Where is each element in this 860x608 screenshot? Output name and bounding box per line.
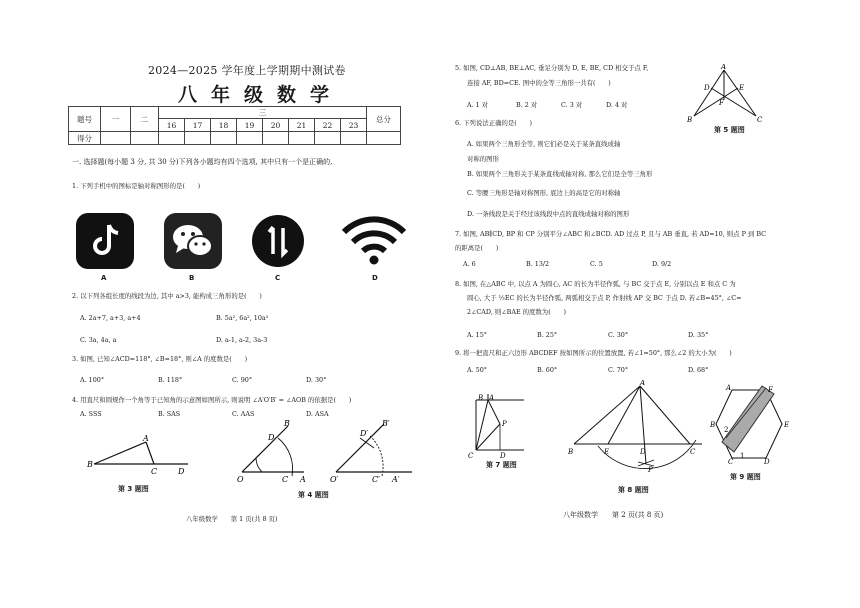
question-4: 4. 用直尺和圆规作一个角等于已知角的示意图如图所示, 则说明 ∠A′O′B′ = ∠AOB 的依据是( )	[72, 396, 352, 404]
exam-title: 2024—2025 学年度上学期期中测试卷	[148, 64, 346, 77]
svg-text:A: A	[489, 394, 495, 402]
q6-option-c[interactable]: C. 等腰三角形是轴对称图形, 底边上的高是它的对称轴	[467, 189, 621, 197]
wechat-icon	[164, 213, 222, 269]
svg-text:B: B	[568, 448, 574, 456]
svg-text:C: C	[468, 452, 474, 460]
svg-text:E: E	[784, 421, 790, 429]
q1-label-a: A	[101, 274, 107, 282]
score-cell[interactable]	[289, 132, 315, 145]
score-cell[interactable]	[237, 132, 263, 145]
svg-text:P: P	[648, 466, 653, 474]
score-cell[interactable]	[131, 132, 159, 145]
col-section-3: 三	[159, 107, 367, 119]
q2-option-a[interactable]: A. 2a+7, a+3, a+4	[80, 314, 141, 322]
q4-option-b[interactable]: B. SAS	[158, 410, 181, 418]
question-3: 3. 如图, 已知∠ACD=118°, ∠B=18°, 则∠A 的度数是( )	[72, 355, 248, 363]
svg-text:F: F	[768, 386, 773, 394]
svg-text:A: A	[726, 384, 732, 392]
q7-option-d[interactable]: D. 9/2	[652, 260, 672, 268]
row-label-score: 得分	[69, 132, 101, 145]
q7-option-b[interactable]: B. 13/2	[526, 260, 550, 268]
svg-text:B: B	[87, 460, 93, 469]
svg-text:O: O	[237, 475, 244, 484]
page-2	[430, 0, 860, 608]
figure-7	[464, 392, 528, 462]
col-q22: 22	[315, 119, 341, 132]
score-table	[68, 106, 401, 145]
svg-text:D: D	[640, 448, 646, 456]
question-2: 2. 以下列各组长度的线段为边, 其中 a>3, 能构成三角形的是( )	[72, 292, 262, 300]
figure-4	[232, 418, 422, 486]
q9-option-c[interactable]: C. 70°	[608, 366, 629, 374]
q5-option-d[interactable]: D. 4 对	[606, 101, 628, 109]
q6-option-a-line-2[interactable]: 对称的图形	[467, 155, 499, 163]
q5-option-c[interactable]: C. 3 对	[561, 101, 583, 109]
question-8-line-3: 2∠CAD, 则∠BAE 的度数为( )	[467, 308, 566, 316]
q2-option-c[interactable]: C. 3a, 4a, a	[80, 336, 117, 344]
col-q23: 23	[341, 119, 367, 132]
col-q16: 16	[159, 119, 185, 132]
svg-text:P: P	[502, 420, 507, 428]
svg-text:D: D	[764, 458, 770, 464]
row-label-question: 题号	[69, 107, 101, 132]
q6-option-b[interactable]: B. 如果两个三角形关于某条直线成轴对称, 那么它们是全等三角形	[467, 170, 653, 178]
svg-text:E: E	[604, 448, 610, 456]
score-cell[interactable]	[185, 132, 211, 145]
svg-text:O′: O′	[330, 475, 339, 484]
svg-text:1: 1	[740, 452, 745, 460]
q6-option-d[interactable]: D. 一条线段是关于经过该线段中点的直线成轴对称的图形	[467, 210, 630, 218]
score-cell[interactable]	[211, 132, 237, 145]
q6-option-a-line-1[interactable]: A. 如果两个三角形全等, 则它们必是关于某条直线成轴	[467, 140, 621, 148]
svg-text:B: B	[478, 394, 484, 402]
svg-text:F: F	[719, 99, 724, 107]
q3-option-a[interactable]: A. 100°	[80, 376, 105, 384]
score-cell[interactable]	[263, 132, 289, 145]
question-5-line-2: 连接 AF, BD=CE. 图中的全等三角形一共有( )	[467, 79, 611, 87]
q8-option-d[interactable]: D. 35°	[688, 331, 709, 339]
tiktok-icon	[76, 213, 134, 269]
updown-arrows-icon	[251, 214, 305, 268]
question-7-line-2: 的距离是( )	[455, 244, 499, 252]
q1-label-b: B	[189, 274, 195, 282]
figure-5	[686, 64, 768, 124]
score-cell[interactable]	[367, 132, 401, 145]
question-7-line-1: 7. 如图, AB∥CD, BP 和 CP 分别平分∠ABC 和∠BCD. AD 过点 P, 且与 AB 垂直, 若 AD=10, 则点 P 到 BC	[455, 230, 767, 238]
svg-text:C′: C′	[372, 475, 380, 484]
subject-title: 八年级数学	[178, 84, 344, 106]
figure-5-caption: 第 5 题图	[714, 126, 745, 134]
svg-text:D′: D′	[360, 429, 369, 438]
q3-option-d[interactable]: D. 30°	[306, 376, 327, 384]
col-section-2: 二	[131, 107, 159, 132]
svg-text:C: C	[728, 458, 734, 464]
question-8-line-2: 圆心, 大于 ½EC 的长为半径作弧, 两弧相交于点 P, 作射线 AP 交 BC 于点 D. 若∠B=45°, ∠C=	[467, 294, 742, 302]
q5-option-b[interactable]: B. 2 对	[516, 101, 538, 109]
svg-text:B′: B′	[382, 419, 390, 428]
svg-text:A′: A′	[392, 475, 400, 484]
q2-option-b[interactable]: B. 5a², 6a², 10a²	[216, 314, 269, 322]
figure-8	[568, 380, 708, 480]
q9-option-b[interactable]: B. 60°	[537, 366, 558, 374]
page-2-footer: 八年级数学 第 2 页(共 8 页)	[563, 511, 664, 519]
svg-text:B: B	[284, 419, 290, 428]
q9-option-d[interactable]: D. 68°	[688, 366, 709, 374]
figure-3-caption: 第 3 题图	[118, 485, 149, 493]
figure-3	[86, 432, 196, 482]
col-q18: 18	[211, 119, 237, 132]
figure-9-caption: 第 9 题图	[730, 473, 761, 481]
score-cell[interactable]	[341, 132, 367, 145]
score-cell[interactable]	[101, 132, 131, 145]
svg-text:D: D	[178, 467, 185, 476]
figure-8-caption: 第 8 题图	[618, 486, 649, 494]
svg-text:C: C	[690, 448, 696, 456]
q4-option-c[interactable]: C. AAS	[232, 410, 255, 418]
q7-option-c[interactable]: C. 5	[590, 260, 603, 268]
svg-text:C: C	[151, 467, 158, 476]
col-q17: 17	[185, 119, 211, 132]
svg-text:A: A	[640, 380, 646, 387]
svg-text:A: A	[143, 434, 149, 443]
q5-option-a[interactable]: A. 1 对	[467, 101, 489, 109]
col-section-1: 一	[101, 107, 131, 132]
figure-7-caption: 第 7 题图	[486, 461, 517, 469]
figure-4-caption: 第 4 题图	[298, 491, 329, 499]
col-q20: 20	[263, 119, 289, 132]
svg-text:C: C	[757, 116, 763, 124]
q2-option-d[interactable]: D. a-1, a-2, 3a-3	[216, 336, 268, 344]
q3-option-c[interactable]: C. 90°	[232, 376, 253, 384]
svg-text:A: A	[300, 475, 306, 484]
svg-text:2: 2	[724, 426, 729, 434]
q1-label-c: C	[275, 274, 281, 282]
question-5-line-1: 5. 如图, CD⊥AB, BE⊥AC, 垂足分别为 D, E, BE, CD 相交于点 F,	[455, 64, 649, 72]
svg-text:A: A	[721, 64, 727, 71]
q8-option-c[interactable]: C. 30°	[608, 331, 629, 339]
score-cell[interactable]	[315, 132, 341, 145]
q4-option-d[interactable]: D. ASA	[306, 410, 329, 418]
section-1-heading: 一. 选择题(每小题 3 分, 共 30 分)下列各小题均有四个选项, 其中只有一个是正确的,	[72, 158, 333, 166]
q9-option-a[interactable]: A. 50°	[467, 366, 488, 374]
svg-text:B: B	[687, 116, 693, 124]
svg-text:C: C	[282, 475, 289, 484]
svg-text:D: D	[704, 84, 710, 92]
col-q21: 21	[289, 119, 315, 132]
q4-option-a[interactable]: A. SSS	[80, 410, 102, 418]
q8-option-a[interactable]: A. 15°	[467, 331, 488, 339]
wifi-icon	[340, 214, 408, 266]
question-1: 1. 下列手机中的图标是轴对称图形的是( )	[72, 182, 201, 190]
col-total: 总分	[367, 107, 401, 132]
score-cell[interactable]	[159, 132, 185, 145]
q7-option-a[interactable]: A. 6	[463, 260, 476, 268]
question-9: 9. 将一把直尺和正六边形 ABCDEF 按如图所示的位置放置, 若∠1=50°, 那么∠2 的大小为( )	[455, 349, 732, 357]
svg-text:E: E	[739, 84, 745, 92]
svg-text:D: D	[500, 452, 506, 460]
question-8-line-1: 8. 如图, 在△ABC 中, 以点 A 为圆心, AC 的长为半径作弧, 与 BC 交于点 E, 分别以点 E 和点 C 为	[455, 280, 736, 288]
svg-text:D: D	[268, 433, 275, 442]
q1-label-d: D	[372, 274, 378, 282]
question-6: 6. 下列说法正确的是( )	[455, 119, 533, 127]
figure-9	[710, 382, 790, 464]
q8-option-b[interactable]: B. 25°	[537, 331, 558, 339]
svg-text:B: B	[710, 421, 716, 429]
page-1-footer: 八年级数学 第 1 页(共 8 页)	[186, 515, 278, 523]
q3-option-b[interactable]: B. 118°	[158, 376, 183, 384]
col-q19: 19	[237, 119, 263, 132]
